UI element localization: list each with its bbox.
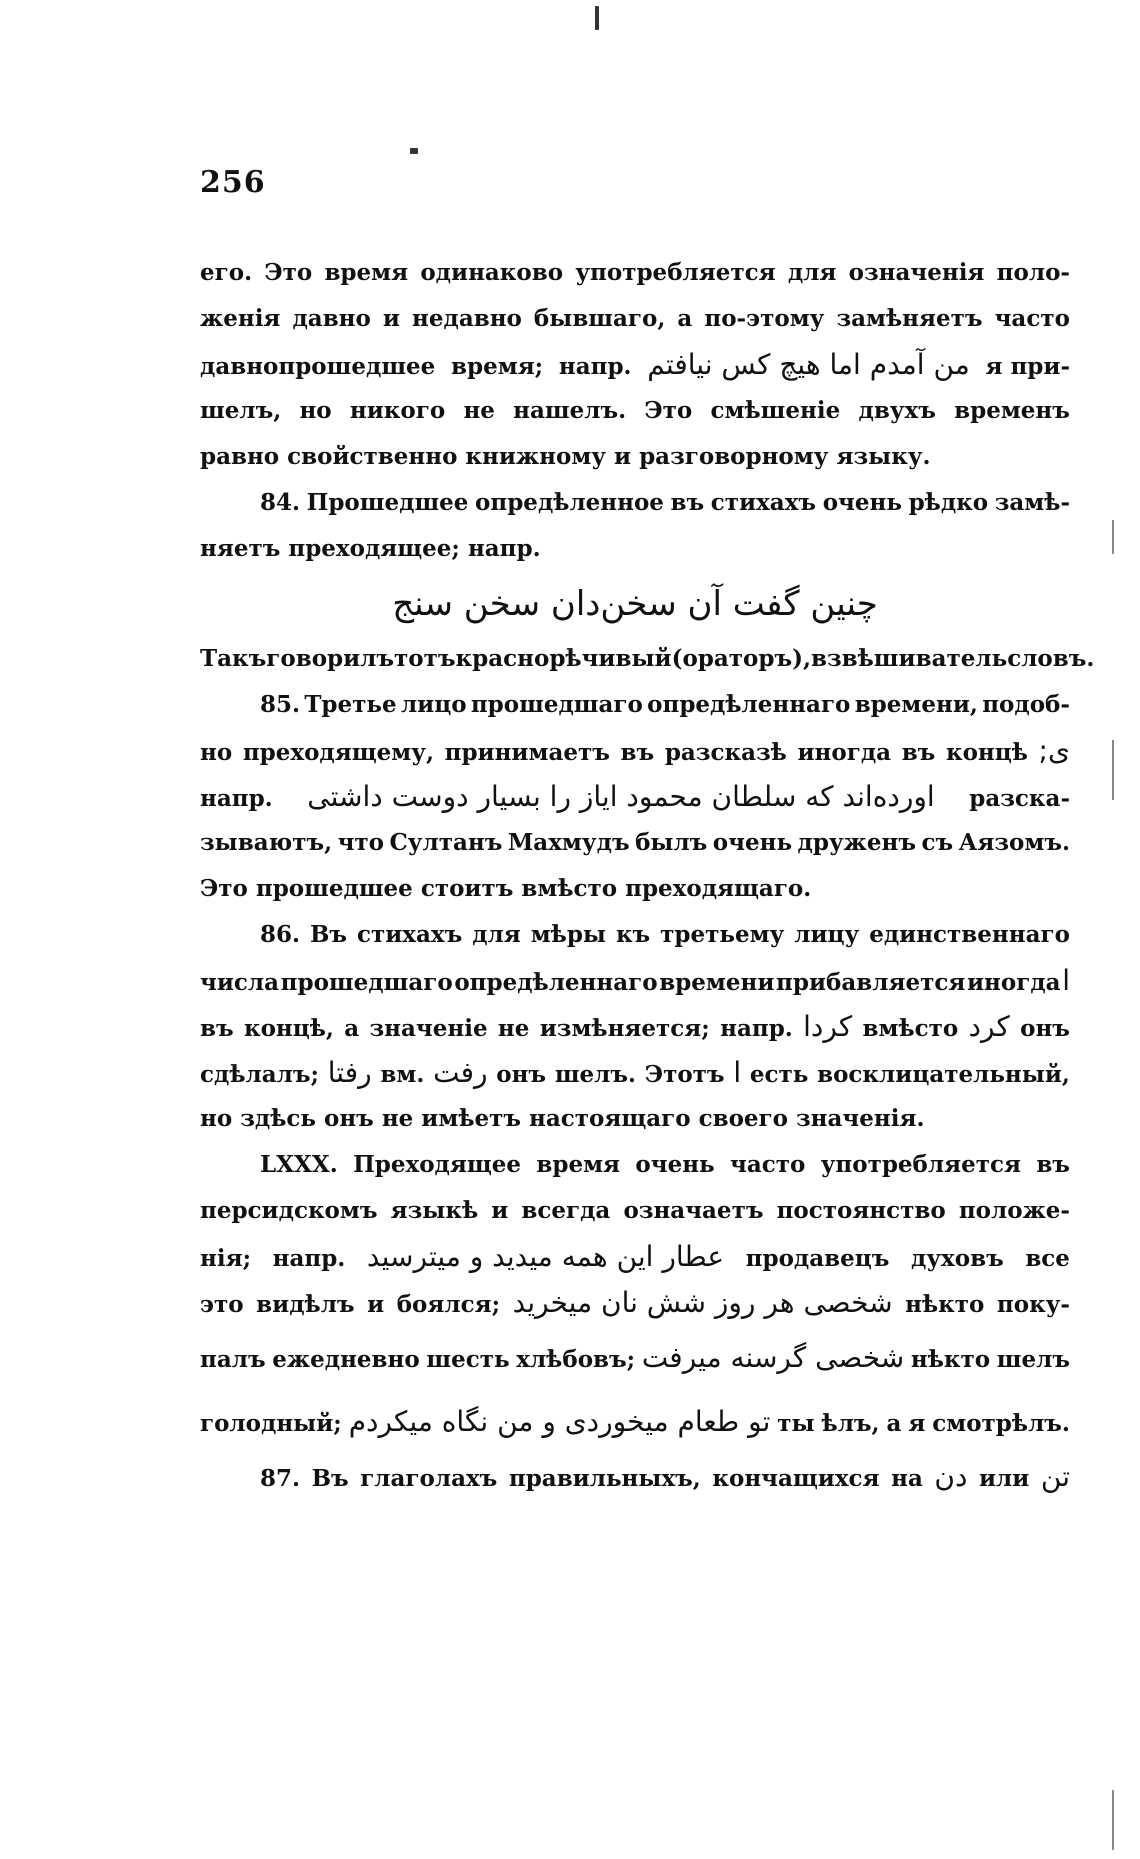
word: видѣлъ — [256, 1291, 355, 1318]
text-line — [200, 250, 1070, 296]
word: иногда — [966, 969, 1061, 996]
word: никого — [349, 397, 446, 424]
word: на — [891, 1465, 923, 1492]
word: сдѣлалъ; — [200, 1061, 319, 1088]
text-line — [200, 1280, 1070, 1326]
text-line — [200, 342, 1070, 388]
text-line — [200, 636, 1095, 682]
word: 85. — [260, 691, 301, 718]
text-line — [200, 958, 1070, 1004]
word: голодный; — [200, 1410, 342, 1437]
word: разговорному — [639, 443, 829, 470]
word: прибавляется — [776, 969, 966, 996]
word: и — [491, 1197, 509, 1224]
word: всегда — [521, 1197, 611, 1224]
word: одинаково — [420, 259, 564, 286]
text-line — [200, 526, 1070, 572]
word: друженъ — [797, 829, 917, 856]
word: онъ — [323, 1105, 374, 1132]
word: шесть — [426, 1346, 510, 1373]
persian-text: عطار این همه میدید و میترسید — [366, 1240, 725, 1273]
persian-text: دن — [934, 1460, 968, 1493]
word: напр. — [558, 353, 632, 380]
word: въ — [901, 739, 936, 766]
word: не — [463, 397, 495, 424]
word: употребляется — [575, 259, 776, 286]
word: числа — [200, 969, 280, 996]
word: постоянство — [776, 1197, 946, 1224]
text-line — [200, 820, 1070, 866]
word: духовъ — [911, 1245, 1004, 1272]
word: значеніе — [369, 1015, 488, 1042]
word: няетъ — [200, 535, 281, 562]
text-line — [200, 682, 1070, 728]
word: равно — [200, 443, 280, 470]
word: смѣшеніе — [710, 397, 841, 424]
word: словъ. — [1007, 645, 1095, 672]
persian-text: تن — [1040, 1460, 1070, 1493]
word: двухъ — [858, 397, 936, 424]
word: женія — [200, 305, 281, 332]
word: напр. — [200, 785, 273, 812]
word: вмѣсто — [521, 875, 618, 902]
persian-text: ا — [1062, 964, 1070, 997]
word: восклицательный, — [817, 1061, 1070, 1088]
word: въ — [620, 739, 655, 766]
word: лицо — [400, 691, 467, 718]
word: для — [787, 259, 837, 286]
word: свойственно — [287, 443, 458, 470]
word: напр. — [467, 535, 541, 562]
word: его. — [200, 259, 253, 286]
word: подоб- — [982, 691, 1070, 718]
word: время — [536, 1151, 621, 1178]
word: палъ — [200, 1346, 266, 1373]
word: Третье — [304, 691, 397, 718]
word: преходящему, — [242, 739, 434, 766]
word: очень — [822, 489, 902, 516]
word: онъ — [496, 1061, 547, 1088]
persian-text: رفتا — [327, 1056, 372, 1089]
word: значенія. — [796, 1105, 925, 1132]
text-line — [200, 728, 1070, 774]
word: по-этому — [704, 305, 825, 332]
word: Преходящее — [353, 1151, 522, 1178]
page-number: 256 — [200, 165, 266, 200]
text-line — [200, 434, 1070, 480]
word: вмѣсто — [862, 1015, 959, 1042]
word: Въ — [309, 921, 348, 948]
word: означаетъ — [623, 1197, 764, 1224]
word: измѣняется; — [539, 1015, 710, 1042]
word: къ — [615, 921, 651, 948]
text-line — [200, 1390, 1070, 1454]
word: вм. — [380, 1061, 425, 1088]
persian-text: شخصی گرسنه میرفت — [641, 1341, 905, 1374]
word: въ — [1036, 1151, 1070, 1178]
word: концѣ, — [243, 1015, 334, 1042]
word: я — [908, 1410, 926, 1437]
word: нѣкто — [905, 1291, 985, 1318]
word: нѣкто — [910, 1346, 991, 1373]
word: Прошедшее — [306, 489, 469, 516]
word: а — [677, 305, 693, 332]
word: разска- — [969, 785, 1070, 812]
word: время; — [451, 353, 544, 380]
text-line — [200, 572, 1070, 636]
word: мѣры — [530, 921, 606, 948]
word: не — [497, 1015, 530, 1042]
word: прошедшее — [255, 875, 413, 902]
word: Аязомъ. — [958, 829, 1070, 856]
word: поло- — [996, 259, 1070, 286]
word: все — [1025, 1245, 1070, 1272]
word: концѣ — [945, 739, 1028, 766]
word: тотъ — [394, 645, 456, 672]
word: LXXX. — [260, 1151, 338, 1178]
word: преходящаго. — [625, 875, 812, 902]
word: настоящаго — [529, 1105, 691, 1132]
text-line — [200, 1050, 1070, 1096]
word: языку. — [836, 443, 931, 470]
word: зываютъ, — [200, 829, 333, 856]
margin-rule — [1112, 520, 1114, 554]
word: опредѣленнаго — [647, 691, 851, 718]
word: принимаетъ — [444, 739, 610, 766]
word: единственнаго — [869, 921, 1070, 948]
text-line — [200, 774, 1070, 820]
text-line — [200, 480, 1070, 526]
word: очень — [635, 1151, 715, 1178]
word: ежедневно — [272, 1346, 420, 1373]
word: продавецъ — [745, 1245, 890, 1272]
word: Въ — [311, 1465, 349, 1492]
word: стоитъ — [420, 875, 514, 902]
word: рѣдко — [908, 489, 989, 516]
word: съ — [921, 829, 954, 856]
text-line — [200, 388, 1070, 434]
word: нашелъ. — [513, 397, 627, 424]
scan-speck — [410, 148, 418, 154]
persian-text: کرد — [968, 1010, 1010, 1043]
word: шелъ, — [200, 397, 282, 424]
text-line — [200, 296, 1070, 342]
persian-text: ا — [733, 1056, 742, 1089]
text-line — [200, 912, 1070, 958]
word: и — [382, 305, 400, 332]
persian-text: ی; — [1038, 734, 1070, 767]
word: книжному — [465, 443, 607, 470]
word: Султанъ — [389, 829, 503, 856]
word: взвѣшиватель — [811, 645, 1008, 672]
word: говорилъ — [266, 645, 395, 672]
word: Это — [644, 397, 693, 424]
word: иногда — [797, 739, 892, 766]
word: опредѣленное — [475, 489, 664, 516]
body-text — [200, 250, 1095, 1500]
word: что — [337, 829, 385, 856]
word: 86. — [260, 921, 301, 948]
persian-text: اورده‌اند که سلطان محمود ایاز را بسیار دوست داشتی — [307, 780, 935, 813]
word: былъ — [635, 829, 708, 856]
word: бывшаго, — [533, 305, 666, 332]
word: времени — [659, 969, 775, 996]
text-line — [200, 1326, 1070, 1390]
word: прошедшаго — [470, 691, 643, 718]
scan-speck — [595, 6, 599, 30]
persian-text: رفت — [433, 1056, 488, 1089]
word: и — [367, 1291, 385, 1318]
word: своего — [698, 1105, 788, 1132]
word: или — [978, 1465, 1030, 1492]
word: время — [324, 259, 409, 286]
word: но — [200, 739, 233, 766]
margin-rule — [1112, 740, 1114, 800]
word: и — [614, 443, 632, 470]
word: онъ — [1020, 1015, 1070, 1042]
text-line — [200, 1142, 1070, 1188]
word: глаголахъ — [360, 1465, 498, 1492]
word: 84. — [260, 489, 301, 516]
word: Махмудъ — [507, 829, 630, 856]
word: я при- — [985, 353, 1070, 380]
word: напр. — [720, 1015, 793, 1042]
word: Это — [264, 259, 313, 286]
text-line — [200, 1454, 1070, 1500]
word: означенія — [848, 259, 985, 286]
word: языкѣ — [390, 1197, 479, 1224]
word: а — [344, 1015, 360, 1042]
word: часто — [994, 305, 1070, 332]
word: для — [472, 921, 521, 948]
word: нія; — [200, 1245, 252, 1272]
text-line — [200, 866, 1070, 912]
persian-text: تو طعام میخوردی و من نگاه میکردم — [348, 1405, 771, 1438]
word: 87. — [260, 1465, 301, 1492]
word: Этотъ — [644, 1061, 725, 1088]
word: разсказѣ — [664, 739, 787, 766]
text-line — [200, 1188, 1070, 1234]
word: правильныхъ, — [508, 1465, 701, 1492]
persian-text: شخصی هر روز شش نان میخرید — [512, 1286, 893, 1319]
margin-rule — [1112, 1790, 1114, 1850]
text-line — [200, 1004, 1070, 1050]
persian-text: چنین گفت آن سخن‌دان سخن سنج — [392, 584, 878, 624]
word: ѣлъ, — [821, 1410, 880, 1437]
word: имѣетъ — [421, 1105, 522, 1132]
word: третьему — [660, 921, 785, 948]
word: въ — [200, 1015, 234, 1042]
word: очень — [712, 829, 793, 856]
word: ты — [777, 1410, 815, 1437]
word: хлѣбовъ; — [516, 1346, 636, 1373]
word: (ораторъ), — [671, 645, 811, 672]
word: а — [886, 1410, 902, 1437]
word: преходящее; — [288, 535, 460, 562]
word: прошедшаго — [280, 969, 453, 996]
word: лицу — [794, 921, 860, 948]
word: давно — [292, 305, 371, 332]
word: времени, — [854, 691, 978, 718]
word: поку- — [996, 1291, 1070, 1318]
word: часто — [730, 1151, 806, 1178]
text-line — [200, 1096, 1070, 1142]
word: краснорѣчивый — [455, 645, 672, 672]
word: положе- — [958, 1197, 1070, 1224]
word: здѣсь — [240, 1105, 316, 1132]
word: это — [200, 1291, 244, 1318]
word: замѣняетъ — [836, 305, 983, 332]
word: опредѣленнаго — [454, 969, 658, 996]
word: не — [381, 1105, 414, 1132]
word: но — [200, 1105, 233, 1132]
persian-text: کردا — [803, 1010, 853, 1043]
word: напр. — [272, 1245, 346, 1272]
word: шелъ. — [554, 1061, 637, 1088]
word: замѣ- — [994, 489, 1070, 516]
word: стихахъ — [356, 921, 463, 948]
word: стихахъ — [710, 489, 817, 516]
word: давнопрошедшее — [200, 353, 436, 380]
word: боялся; — [396, 1291, 501, 1318]
word: употребляется — [820, 1151, 1021, 1178]
text-line — [200, 1234, 1070, 1280]
word: временъ — [954, 397, 1070, 424]
word: шелъ — [996, 1346, 1070, 1373]
word: но — [299, 397, 332, 424]
word: Такъ — [200, 645, 267, 672]
word: смотрѣлъ. — [932, 1410, 1070, 1437]
persian-text: من آمدم اما هیچ کس نیافتم — [647, 348, 970, 381]
word: недавно — [412, 305, 522, 332]
word: есть — [749, 1061, 809, 1088]
word: Это — [200, 875, 248, 902]
word: въ — [670, 489, 705, 516]
word: кончащихся — [712, 1465, 880, 1492]
word: персидскомъ — [200, 1197, 378, 1224]
